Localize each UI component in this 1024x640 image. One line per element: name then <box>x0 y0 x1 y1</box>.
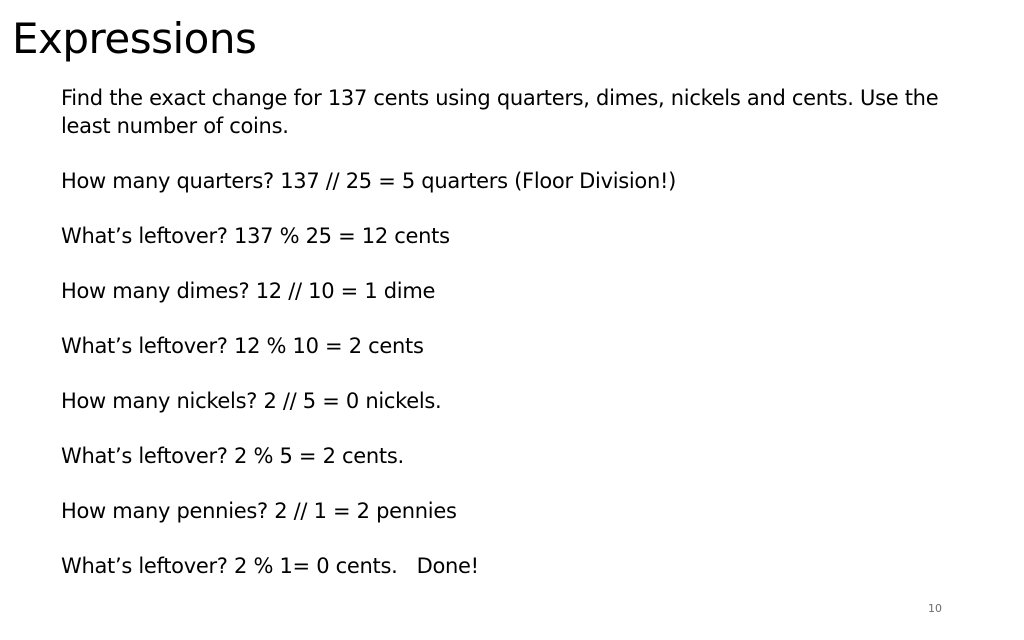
step-nickels-count: How many nickels? 2 // 5 = 0 nickels. <box>61 389 442 413</box>
step-dimes-count: How many dimes? 12 // 10 = 1 dime <box>61 279 436 303</box>
problem-statement: Find the exact change for 137 cents using quarters, dimes, nickels and cents. Use the least number of coins. <box>61 86 939 138</box>
step-dimes-leftover: What’s leftover? 12 % 10 = 2 cents <box>61 334 424 358</box>
step-pennies-count: How many pennies? 2 // 1 = 2 pennies <box>61 499 457 523</box>
step-nickels-leftover: What’s leftover? 2 % 5 = 2 cents. <box>61 444 404 468</box>
step-quarters-count: How many quarters? 137 // 25 = 5 quarters (Floor Division!) <box>61 169 676 193</box>
step-pennies-leftover: What’s leftover? 2 % 1= 0 cents. Done! <box>61 554 479 578</box>
slide-number: 10 <box>928 602 942 615</box>
slide-title: Expressions <box>12 14 257 63</box>
slide-body <box>61 84 991 580</box>
step-quarters-leftover: What’s leftover? 137 % 25 = 12 cents <box>61 224 450 248</box>
